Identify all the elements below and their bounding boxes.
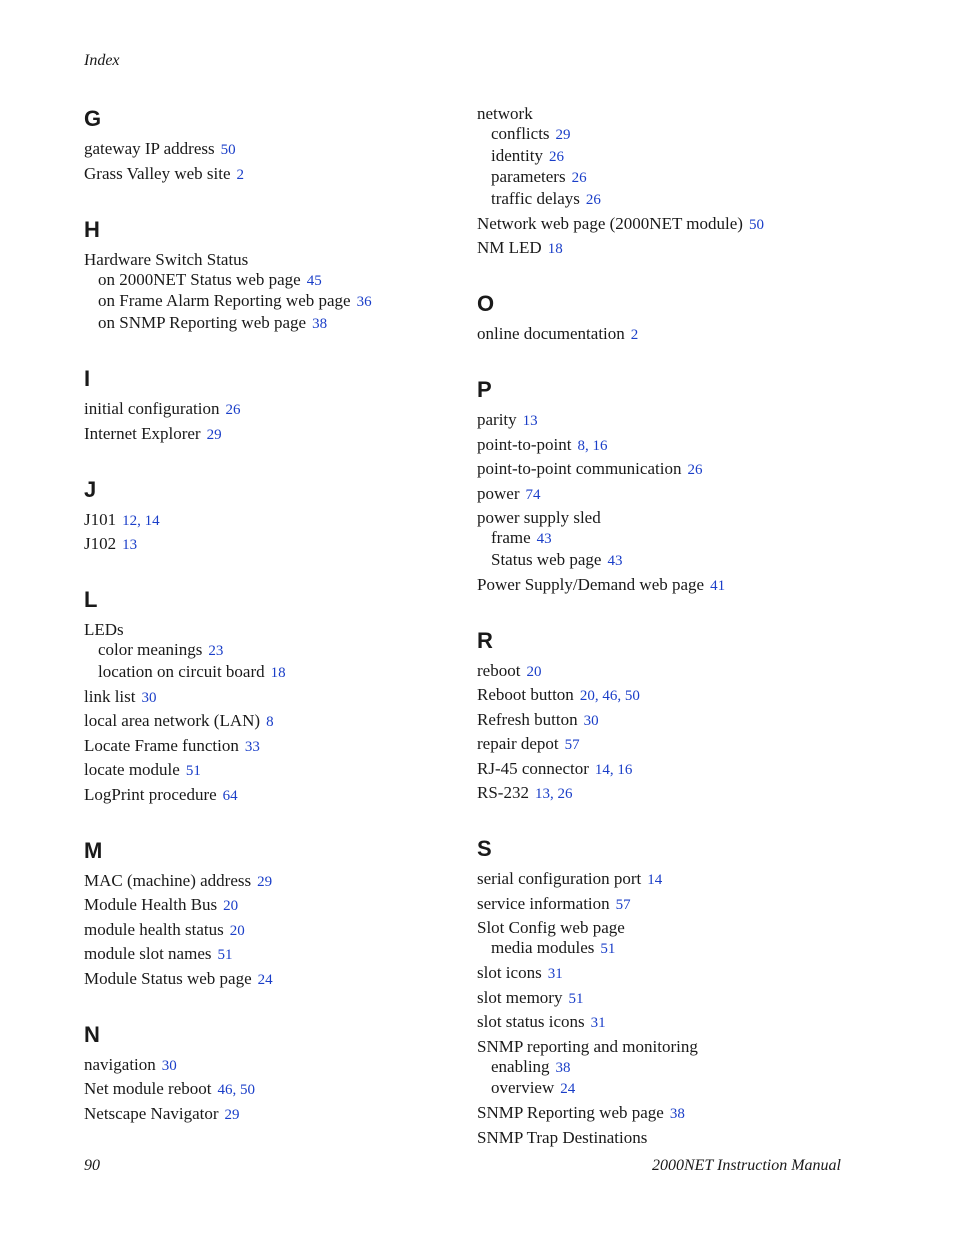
- page-link[interactable]: 12: [122, 512, 138, 529]
- index-entry: [84, 760, 444, 781]
- page-link[interactable]: 13: [122, 537, 138, 553]
- index-section: [477, 289, 877, 345]
- page-link[interactable]: 36: [356, 294, 372, 310]
- index-entry: [84, 871, 444, 892]
- page-refs: [535, 786, 573, 802]
- page-refs: [122, 537, 137, 553]
- index-section: [477, 104, 877, 259]
- index-entry: [84, 785, 444, 806]
- subentry-term: frame: [491, 528, 531, 547]
- subentry-term: on SNMP Reporting web page: [98, 312, 307, 332]
- page-link[interactable]: 38: [555, 1059, 571, 1076]
- index-subentry: [477, 189, 877, 211]
- page-link[interactable]: 29: [224, 1106, 240, 1123]
- entry-term: Slot Config web page: [477, 918, 625, 937]
- page-refs: [548, 966, 563, 982]
- page-link[interactable]: 57: [615, 896, 631, 913]
- page-refs: [217, 1082, 255, 1098]
- index-entry: [84, 920, 444, 941]
- page-link[interactable]: 51: [185, 763, 201, 779]
- entry-term: local area network (LAN): [84, 711, 261, 730]
- page-link[interactable]: 51: [600, 941, 616, 957]
- index-entry: [84, 424, 444, 445]
- page-link[interactable]: 24: [257, 971, 273, 988]
- entry-term: repair depot: [477, 734, 559, 753]
- entry-term: NM LED: [477, 238, 542, 257]
- entry-term: initial configuration: [84, 399, 220, 418]
- page-refs: [141, 690, 156, 706]
- page-refs: [525, 487, 540, 503]
- page-refs: [572, 170, 587, 186]
- entry-term: SNMP Reporting web page: [477, 1103, 664, 1122]
- page-link[interactable]: 43: [607, 552, 623, 569]
- subentry-term: identity: [491, 145, 543, 165]
- page-link[interactable]: 16: [617, 761, 633, 778]
- page-refs: [749, 217, 764, 233]
- page-link[interactable]: 23: [208, 643, 224, 659]
- page-link[interactable]: 26: [225, 402, 241, 418]
- page-refs: [245, 739, 260, 755]
- page-link[interactable]: 26: [557, 786, 573, 802]
- index-entry: [84, 510, 444, 531]
- index-subentry: [84, 291, 444, 313]
- index-column-left: [84, 104, 444, 1155]
- section-letter: J: [84, 476, 97, 502]
- subentry-term: traffic delays: [491, 188, 580, 208]
- index-entry: [477, 661, 877, 682]
- page-link[interactable]: 18: [547, 241, 563, 257]
- index-section: [477, 834, 877, 1148]
- index-entry: [477, 894, 877, 915]
- page-ref-separator: ,: [232, 1082, 240, 1098]
- page-link[interactable]: 2: [236, 166, 245, 183]
- subentry-list: [477, 1057, 877, 1100]
- index-subentry: [477, 124, 877, 146]
- index-entry: [84, 1055, 444, 1076]
- page-link[interactable]: 45: [306, 272, 322, 289]
- page-link[interactable]: 50: [748, 216, 764, 233]
- page-link[interactable]: 20: [526, 663, 542, 680]
- entry-term: point-to-point: [477, 434, 572, 454]
- entry-term: Refresh button: [477, 709, 578, 729]
- page-link[interactable]: 26: [571, 170, 587, 186]
- page-refs: [556, 127, 571, 143]
- page-refs: [526, 664, 541, 680]
- page-link[interactable]: 30: [141, 689, 157, 706]
- page-link[interactable]: 30: [161, 1057, 177, 1074]
- index-entry: [477, 435, 877, 456]
- index-entry: [477, 214, 877, 235]
- page-refs: [257, 874, 272, 890]
- index-subentry: [477, 550, 877, 572]
- entry-term: MAC (machine) address: [84, 870, 252, 890]
- index-entry: [477, 575, 877, 596]
- page-refs: [217, 947, 232, 963]
- page-refs: [616, 897, 631, 913]
- index-entry: [84, 1104, 444, 1125]
- index-section: [84, 475, 444, 556]
- page-link[interactable]: 13: [522, 413, 538, 429]
- index-entry: [84, 687, 444, 708]
- entry-term: gateway IP address: [84, 139, 215, 158]
- page-ref-separator: ,: [137, 512, 145, 529]
- subentry-term: enabling: [491, 1056, 550, 1076]
- index-entry: [84, 534, 444, 555]
- section-letter: I: [84, 366, 91, 391]
- page-link[interactable]: 29: [555, 127, 571, 143]
- page-refs: [307, 273, 322, 289]
- page-link[interactable]: 8: [577, 437, 585, 454]
- index-entry: [477, 1012, 877, 1033]
- page-link[interactable]: 51: [568, 990, 584, 1007]
- page-link[interactable]: 50: [239, 1082, 255, 1098]
- index-entry: [477, 410, 877, 431]
- index-entry: [84, 969, 444, 990]
- page-ref-separator: ,: [617, 688, 625, 704]
- index-subentry: [477, 1078, 877, 1100]
- section-letter: N: [84, 1021, 100, 1047]
- index-entry: [477, 508, 877, 571]
- subentry-term: conflicts: [491, 124, 550, 143]
- subentry-list: [477, 124, 877, 210]
- page-refs: [595, 762, 633, 778]
- index-entry: [84, 895, 444, 916]
- index-entry: [84, 736, 444, 757]
- page-refs: [568, 991, 583, 1007]
- subentry-list: [477, 938, 877, 960]
- page-link[interactable]: 13: [534, 786, 550, 802]
- page-link[interactable]: 14: [594, 761, 610, 778]
- entry-term: Internet Explorer: [84, 423, 201, 443]
- entry-term: J102: [84, 534, 117, 553]
- subentry-term: overview: [491, 1078, 555, 1097]
- entry-term: LogPrint procedure: [84, 784, 217, 804]
- section-letter: M: [84, 837, 103, 863]
- page-ref-separator: ,: [584, 437, 593, 454]
- page-link[interactable]: 24: [560, 1081, 576, 1097]
- page-refs: [631, 327, 639, 343]
- page-refs: [226, 402, 241, 418]
- page-refs: [186, 763, 201, 779]
- entry-term: parity: [477, 410, 517, 429]
- page-link[interactable]: 14: [144, 512, 160, 529]
- entry-term: Power Supply/Demand web page: [477, 574, 705, 594]
- index-entry: [477, 1103, 877, 1124]
- page-refs: [591, 1015, 606, 1031]
- page-refs: [565, 737, 580, 753]
- page-refs: [357, 294, 372, 310]
- page-link[interactable]: 20: [223, 898, 239, 914]
- page-link[interactable]: 38: [312, 315, 328, 332]
- subentry-term: color meanings: [98, 640, 203, 659]
- section-letter: S: [477, 836, 492, 861]
- page-refs: [207, 427, 222, 443]
- index-entry: [477, 918, 877, 960]
- subentry-list: [84, 640, 444, 683]
- entry-term: Reboot button: [477, 685, 574, 704]
- page-link[interactable]: 57: [564, 737, 580, 753]
- index-entry: [477, 869, 877, 890]
- entry-term: Module Status web page: [84, 968, 252, 988]
- page-link[interactable]: 29: [257, 873, 273, 890]
- index-entry: [477, 734, 877, 755]
- entry-term: slot icons: [477, 963, 542, 982]
- subentry-term: Status web page: [491, 549, 602, 569]
- page-ref-separator: ,: [594, 688, 603, 704]
- index-entry: [84, 1079, 444, 1100]
- page-link[interactable]: 50: [624, 688, 640, 704]
- manual-title: 2000NET Instruction Manual: [651, 1157, 841, 1174]
- entry-term: Hardware Switch Status: [84, 249, 249, 269]
- running-head: Index: [84, 52, 120, 69]
- page-link[interactable]: 51: [217, 947, 233, 963]
- index-column-right: [477, 104, 877, 1178]
- section-letter: R: [477, 627, 493, 653]
- page-refs: [312, 316, 327, 332]
- page-link[interactable]: 26: [687, 462, 703, 478]
- index-subentry: [477, 167, 877, 189]
- entry-term: point-to-point communication: [477, 459, 682, 478]
- page-link[interactable]: 43: [536, 531, 552, 547]
- index-entry: [477, 759, 877, 780]
- index-entry: [477, 459, 877, 480]
- entry-term: Network web page (2000NET module): [477, 213, 743, 233]
- page-link[interactable]: 46: [217, 1082, 233, 1098]
- index-section: [84, 1020, 444, 1125]
- page-refs: [687, 462, 702, 478]
- page-link[interactable]: 26: [548, 148, 564, 165]
- entry-term: network: [477, 104, 533, 123]
- page-refs: [710, 578, 725, 594]
- page-refs: [223, 898, 238, 914]
- index-entry: [477, 238, 877, 259]
- page-refs: [162, 1058, 177, 1074]
- page-link[interactable]: 2: [630, 327, 639, 343]
- subentry-term: on 2000NET Status web page: [98, 269, 301, 289]
- subentry-list: [84, 270, 444, 335]
- index-entry: [477, 324, 877, 345]
- index-subentry: [84, 662, 444, 684]
- page-refs: [647, 872, 662, 888]
- page-refs: [225, 1107, 240, 1123]
- page-ref-separator: ,: [549, 786, 558, 802]
- page-refs: [537, 531, 552, 547]
- page-refs: [607, 553, 622, 569]
- page-link[interactable]: 26: [585, 191, 601, 208]
- page-link[interactable]: 31: [547, 966, 563, 982]
- entry-term: RJ-45 connector: [477, 758, 589, 778]
- subentry-term: location on circuit board: [98, 661, 265, 681]
- index-entry: [477, 484, 877, 505]
- page-refs: [549, 149, 564, 165]
- index-section: [84, 364, 444, 445]
- page-link[interactable]: 31: [590, 1015, 606, 1031]
- index-section: [477, 626, 877, 805]
- index-entry: [84, 620, 444, 683]
- entry-term: Module Health Bus: [84, 895, 218, 914]
- entry-term: service information: [477, 893, 610, 913]
- page-link[interactable]: 14: [647, 872, 663, 888]
- page-refs: [523, 413, 538, 429]
- page-refs: [586, 192, 601, 208]
- page-link[interactable]: 29: [206, 426, 222, 443]
- index-entry: [477, 988, 877, 1009]
- page-link[interactable]: 8: [266, 714, 274, 730]
- index-section: [477, 375, 877, 596]
- entry-term: serial configuration port: [477, 869, 642, 888]
- page-number: 90: [84, 1157, 100, 1174]
- entry-term: module slot names: [84, 944, 212, 963]
- index-entry: [84, 944, 444, 965]
- page-link[interactable]: 50: [220, 142, 236, 158]
- index-entry: [477, 783, 877, 804]
- page-link[interactable]: 33: [244, 738, 260, 755]
- page-refs: [223, 788, 238, 804]
- page-refs: [221, 142, 236, 158]
- page-refs: [266, 714, 274, 730]
- index-entry: [477, 1128, 877, 1148]
- index-section: [84, 104, 444, 185]
- entry-term: power: [477, 483, 520, 503]
- entry-term: Net module reboot: [84, 1079, 212, 1098]
- subentry-term: on Frame Alarm Reporting web page: [98, 291, 351, 310]
- page-refs: [584, 713, 599, 729]
- entry-term: online documentation: [477, 324, 625, 343]
- entry-term: LEDs: [84, 620, 124, 639]
- entry-term: navigation: [84, 1054, 156, 1074]
- section-letter: L: [84, 587, 98, 612]
- index-subentry: [477, 146, 877, 168]
- page-refs: [560, 1081, 575, 1097]
- page-refs: [230, 923, 245, 939]
- page-link[interactable]: 46: [602, 688, 618, 704]
- index-subentry: [477, 938, 877, 960]
- subentry-term: parameters: [491, 167, 566, 186]
- index-entry: [84, 164, 444, 185]
- index-entry: [477, 1037, 877, 1100]
- index-subentry: [84, 270, 444, 292]
- index-entry: [477, 710, 877, 731]
- entry-term: SNMP Trap Destinations: [477, 1127, 648, 1147]
- page-link[interactable]: 30: [583, 712, 599, 729]
- page-ref-separator: ,: [609, 761, 618, 778]
- page-refs: [600, 941, 615, 957]
- page-link[interactable]: 20: [229, 922, 245, 939]
- entry-term: J101: [84, 509, 117, 529]
- index-entry: [84, 711, 444, 732]
- page-refs: [577, 438, 607, 454]
- index-section: [84, 215, 444, 335]
- entry-term: power supply sled: [477, 508, 601, 527]
- page-link[interactable]: 38: [669, 1106, 685, 1122]
- index-section: [84, 585, 444, 806]
- page-refs: [237, 167, 245, 183]
- entry-term: Netscape Navigator: [84, 1103, 219, 1123]
- page-link[interactable]: 16: [592, 437, 608, 454]
- page-link[interactable]: 74: [525, 486, 541, 503]
- page-refs: [271, 665, 286, 681]
- index-entry: [477, 963, 877, 984]
- page-refs: [122, 513, 160, 529]
- index-subentry: [84, 313, 444, 335]
- index-entry: [477, 104, 877, 210]
- section-letter: O: [477, 291, 495, 316]
- entry-term: module health status: [84, 919, 224, 939]
- entry-term: Locate Frame function: [84, 735, 239, 755]
- page-refs: [258, 972, 273, 988]
- entry-term: reboot: [477, 660, 521, 680]
- page-refs: [580, 688, 640, 704]
- entry-term: slot memory: [477, 987, 563, 1007]
- index-entry: [84, 250, 444, 335]
- page-refs: [208, 643, 223, 659]
- page-link[interactable]: 20: [579, 688, 595, 704]
- index-subentry: [84, 640, 444, 662]
- entry-term: RS-232: [477, 783, 529, 802]
- index-subentry: [477, 1057, 877, 1079]
- page-link[interactable]: 64: [222, 787, 238, 804]
- section-letter: G: [84, 106, 102, 131]
- entry-term: Grass Valley web site: [84, 163, 231, 183]
- subentry-list: [477, 528, 877, 571]
- index-entry: [477, 685, 877, 706]
- index-section: [84, 836, 444, 990]
- entry-term: slot status icons: [477, 1012, 585, 1031]
- entry-term: link list: [84, 686, 136, 706]
- page-link[interactable]: 18: [270, 664, 286, 681]
- entry-term: SNMP reporting and monitoring: [477, 1036, 698, 1056]
- section-letter: P: [477, 377, 492, 402]
- page-refs: [670, 1106, 685, 1122]
- section-letter: H: [84, 216, 100, 242]
- subentry-term: media modules: [491, 938, 595, 957]
- index-entry: [84, 399, 444, 420]
- page-link[interactable]: 41: [710, 577, 726, 594]
- page-refs: [548, 241, 563, 257]
- page-refs: [556, 1060, 571, 1076]
- entry-term: locate module: [84, 760, 180, 779]
- index-entry: [84, 139, 444, 160]
- index-subentry: [477, 528, 877, 550]
